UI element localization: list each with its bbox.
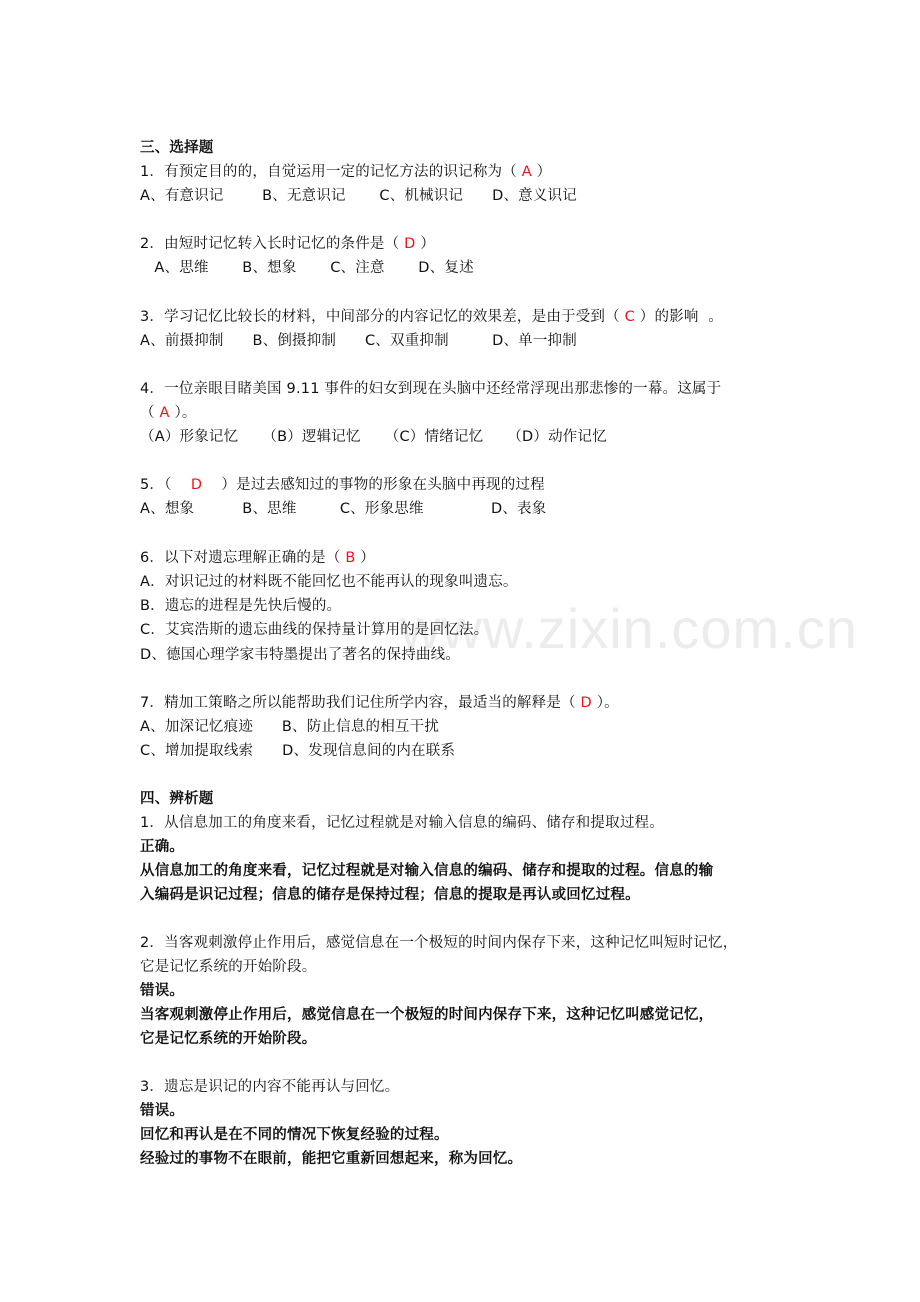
question-text: 1．有预定目的的，自觉运用一定的记忆方法的识记称为（ (140, 164, 522, 180)
watermark: www.zixin.com.cn (400, 597, 858, 660)
answer: C (624, 309, 635, 325)
question-7 (140, 693, 619, 713)
analysis-2-question-2: 它是记忆系统的开始阶段。 (140, 959, 317, 975)
analysis-1-explanation-1: 从信息加工的角度来看，记忆过程就是对输入信息的编码、储存和提取的过程。信息的输 (140, 863, 714, 879)
analysis-3-explanation-1: 回忆和再认是在不同的情况下恢复经验的过程。 (140, 1127, 449, 1143)
question-text: 6．以下对遗忘理解正确的是（ (140, 550, 346, 566)
question-6-option-b: B．遗忘的进程是先快后慢的。 (140, 598, 342, 614)
question-text-end: ） (415, 236, 436, 252)
analysis-3-verdict: 错误。 (140, 1103, 185, 1119)
answer: D (404, 236, 416, 252)
question-3 (140, 307, 723, 327)
question-text-end: ） (531, 164, 552, 180)
question-1 (140, 162, 551, 182)
answer: A (159, 405, 170, 421)
analysis-2-verdict: 错误。 (140, 983, 185, 999)
question-text-end: ）的影响 。 (634, 309, 723, 325)
question-4: 4．一位亲眼目睹美国 9.11 事件的妇女到现在头脑中还经常浮现出那悲惨的一幕。这属于 (140, 381, 722, 397)
analysis-2-question-1: 2．当客观刺激停止作用后，感觉信息在一个极短的时间内保存下来，这种记忆叫短时记忆， (140, 935, 738, 951)
question-4-answer-line (140, 403, 197, 423)
answer: D (580, 695, 592, 711)
section-title-choice: 三、选择题 (140, 140, 214, 156)
analysis-1-verdict: 正确。 (140, 839, 185, 855)
question-3-options: A、前摄抑制 B、倒摄抑制 C、双重抑制 D、单一抑制 (140, 333, 577, 349)
question-2 (140, 234, 435, 254)
analysis-3-question: 3．遗忘是识记的内容不能再认与回忆。 (140, 1079, 400, 1095)
answer: A (521, 164, 532, 180)
analysis-1-question: 1．从信息加工的角度来看，记忆过程就是对输入信息的编码、储存和提取过程。 (140, 815, 664, 831)
question-text: 5．（ (140, 477, 191, 493)
question-5 (140, 475, 545, 495)
analysis-2-explanation-1: 当客观刺激停止作用后，感觉信息在一个极短的时间内保存下来，这种记忆叫感觉记忆， (140, 1007, 714, 1023)
analysis-1-explanation-2: 入编码是识记过程；信息的储存是保持过程；信息的提取是再认或回忆过程。 (140, 887, 640, 903)
question-text-end: ）是过去感知过的事物的形象在头脑中再现的过程 (202, 477, 545, 493)
question-1-options: A、有意识记 B、无意识记 C、机械识记 D、意义识记 (140, 188, 577, 204)
question-5-options: A、想象 B、思维 C、形象思维 D、表象 (140, 501, 547, 517)
question-7-options-ab: A、加深记忆痕迹 B、防止信息的相互干扰 (140, 719, 440, 735)
question-text-end: ） (355, 550, 376, 566)
question-7-options-cd: C、增加提取线索 D、发现信息间的内在联系 (140, 743, 456, 759)
question-text: （ (140, 405, 160, 421)
answer: D (190, 477, 203, 493)
question-4-options: （A）形象记忆 （B）逻辑记忆 （C）情绪记忆 （D）动作记忆 (140, 429, 607, 445)
question-text-end: ）。 (591, 695, 619, 711)
analysis-2-explanation-2: 它是记忆系统的开始阶段。 (140, 1031, 317, 1047)
section-title-analysis: 四、辨析题 (140, 791, 214, 807)
question-2-options: A、思维 B、想象 C、注意 D、复述 (140, 260, 474, 276)
question-text: 7．精加工策略之所以能帮助我们记住所学内容，最适当的解释是（ (140, 695, 581, 711)
question-text: 2．由短时记忆转入长时记忆的条件是（ (140, 236, 405, 252)
question-text: 3．学习记忆比较长的材料，中间部分的内容记忆的效果差，是由于受到（ (140, 309, 625, 325)
question-text-end: ）。 (169, 405, 197, 421)
question-6-option-d: D、德国心理学家韦特墨提出了著名的保持曲线。 (140, 647, 461, 663)
question-6-option-c: C．艾宾浩斯的遗忘曲线的保持量计算用的是回忆法。 (140, 622, 489, 638)
question-6-option-a: A．对识记过的材料既不能回忆也不能再认的现象叫遗忘。 (140, 574, 518, 590)
analysis-3-explanation-2: 经验过的事物不在眼前，能把它重新回想起来，称为回忆。 (140, 1151, 523, 1167)
question-6 (140, 548, 375, 568)
answer: B (345, 550, 356, 566)
